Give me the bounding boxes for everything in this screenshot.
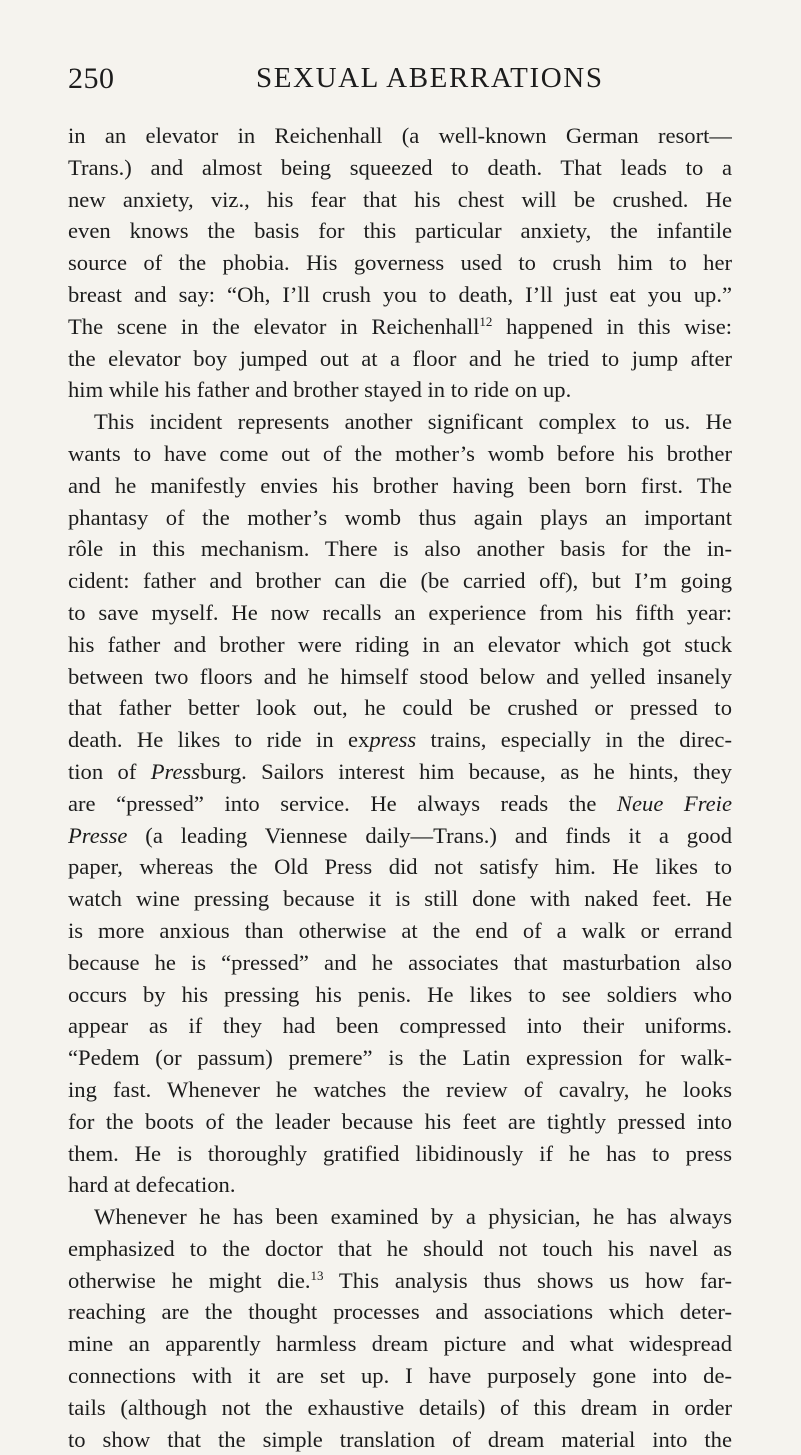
text-line xyxy=(68,120,732,152)
text-segment: wants to have come out of the mother’s womb before his brother xyxy=(68,440,732,466)
text-segment: ing fast. Whenever he watches the review of cavalry, he looks xyxy=(68,1076,732,1102)
text-segment: breast and say: “Oh, I’ll crush you to death, I’ll just eat you up.” xyxy=(68,281,732,307)
running-head: SEXUAL ABERRATIONS xyxy=(256,62,604,94)
text-line xyxy=(68,1010,732,1042)
text-segment: mine an apparently harmless dream picture and what widespread xyxy=(68,1331,732,1357)
text-line xyxy=(68,692,732,724)
text-segment: him while his father and brother stayed in to ride on up. xyxy=(68,377,572,403)
italic-text: Neue Freie xyxy=(616,790,732,816)
text-segment: reaching are the thought processes and associations which deter- xyxy=(68,1299,732,1325)
text-line xyxy=(68,947,732,979)
text-segment: happened in this wise: xyxy=(492,313,732,339)
text-segment: This analysis thus shows us how far- xyxy=(323,1267,732,1293)
text-segment: his father and brother were riding in an elevator which got stuck xyxy=(68,631,732,657)
text-line xyxy=(68,629,732,661)
text-segment: and he manifestly envies his brother having been born first. The xyxy=(68,472,732,498)
text-line xyxy=(68,724,732,756)
text-line xyxy=(68,470,732,502)
text-line xyxy=(68,1424,732,1455)
text-line xyxy=(68,343,732,375)
text-segment: Trans.) and almost being squeezed to death. That leads to a xyxy=(68,154,732,180)
text-line xyxy=(68,1106,732,1138)
footnote-reference: 12 xyxy=(479,313,493,329)
body-text xyxy=(68,120,732,1455)
text-segment: for the boots of the leader because his feet are tightly pressed into xyxy=(68,1108,732,1134)
text-segment: paper, whereas the Old Press did not satisfy him. He likes to xyxy=(68,854,732,880)
text-segment: death. He likes to ride in ex xyxy=(68,727,370,753)
page-number: 250 xyxy=(68,62,115,95)
text-line xyxy=(68,184,732,216)
text-segment: phantasy of the mother’s womb thus again plays an important xyxy=(68,504,732,530)
text-segment: to show that the simple translation of dream material into the xyxy=(68,1426,732,1452)
text-segment: This incident represents another significant complex to us. He xyxy=(94,409,732,435)
footnote-reference: 13 xyxy=(310,1267,324,1283)
page-header xyxy=(68,62,732,102)
text-segment: cident: father and brother can die (be carried off), but I’m going xyxy=(68,568,732,594)
text-segment: Whenever he has been examined by a physician, he has always xyxy=(94,1204,732,1230)
text-segment: between two floors and he himself stood below and yelled insanely xyxy=(68,663,732,689)
text-line xyxy=(68,1265,732,1297)
text-segment: (a leading Viennese daily—Trans.) and finds it a good xyxy=(127,822,732,848)
text-segment: connections with it are set up. I have purposely gone into de- xyxy=(68,1363,732,1389)
text-segment: hard at defecation. xyxy=(68,1172,236,1198)
text-segment: The scene in the elevator in Reichenhall xyxy=(68,313,480,339)
text-line xyxy=(68,1392,732,1424)
text-line xyxy=(68,406,732,438)
text-segment: otherwise he might die. xyxy=(68,1267,311,1293)
text-segment: source of the phobia. His governess used to crush him to her xyxy=(68,250,732,276)
text-segment: them. He is thoroughly gratified libidinously if he has to press xyxy=(68,1140,732,1166)
text-line xyxy=(68,1296,732,1328)
text-line xyxy=(68,279,732,311)
text-segment: trains, especially in the direc- xyxy=(416,727,732,753)
italic-text: press xyxy=(369,727,417,753)
text-line xyxy=(68,152,732,184)
text-segment: watch wine pressing because it is still done with naked feet. He xyxy=(68,886,732,912)
text-segment: because he is “pressed” and he associates that masturbation also xyxy=(68,949,732,975)
text-line xyxy=(68,979,732,1011)
text-line xyxy=(68,820,732,852)
text-line xyxy=(68,1328,732,1360)
text-line xyxy=(68,1360,732,1392)
text-line xyxy=(68,565,732,597)
text-segment: even knows the basis for this particular anxiety, the infantile xyxy=(68,218,732,244)
text-segment: is more anxious than otherwise at the end of a walk or errand xyxy=(68,917,732,943)
text-line xyxy=(68,1042,732,1074)
text-segment: tails (although not the exhaustive details) of this dream in order xyxy=(68,1394,732,1420)
text-segment: new anxiety, viz., his fear that his chest will be crushed. He xyxy=(68,186,732,212)
text-segment: in an elevator in Reichenhall (a well-known German resort— xyxy=(68,123,732,148)
text-line xyxy=(68,438,732,470)
text-line xyxy=(68,247,732,279)
text-segment: occurs by his pressing his penis. He likes to see soldiers who xyxy=(68,981,732,1007)
italic-text: Press xyxy=(150,758,201,784)
text-line xyxy=(68,1138,732,1170)
text-line xyxy=(68,661,732,693)
text-segment: are “pressed” into service. He always reads the xyxy=(68,790,617,816)
text-segment: to save myself. He now recalls an experience from his fifth year: xyxy=(68,599,732,625)
text-segment: tion of xyxy=(68,758,151,784)
text-line xyxy=(68,311,732,343)
text-line xyxy=(68,1074,732,1106)
text-line xyxy=(68,851,732,883)
text-line xyxy=(68,533,732,565)
text-segment: rôle in this mechanism. There is also another basis for the in- xyxy=(68,536,732,562)
text-segment: “Pedem (or passum) premere” is the Latin expression for walk- xyxy=(68,1045,732,1071)
text-line xyxy=(68,1201,732,1233)
text-line xyxy=(68,1169,732,1201)
text-segment: appear as if they had been compressed into their uniforms. xyxy=(68,1013,732,1039)
text-line xyxy=(68,788,732,820)
text-segment: emphasized to the doctor that he should not touch his navel as xyxy=(68,1235,732,1261)
text-segment: the elevator boy jumped out at a floor and he tried to jump after xyxy=(68,345,732,371)
text-segment: burg. Sailors interest him because, as he hints, they xyxy=(200,758,732,784)
text-segment: that father better look out, he could be crushed or pressed to xyxy=(68,695,732,721)
text-line xyxy=(68,502,732,534)
italic-text: Presse xyxy=(68,822,128,848)
text-line xyxy=(68,915,732,947)
text-line xyxy=(68,756,732,788)
text-line xyxy=(68,883,732,915)
text-line xyxy=(68,215,732,247)
text-line xyxy=(68,1233,732,1265)
text-line xyxy=(68,374,732,406)
text-line xyxy=(68,597,732,629)
